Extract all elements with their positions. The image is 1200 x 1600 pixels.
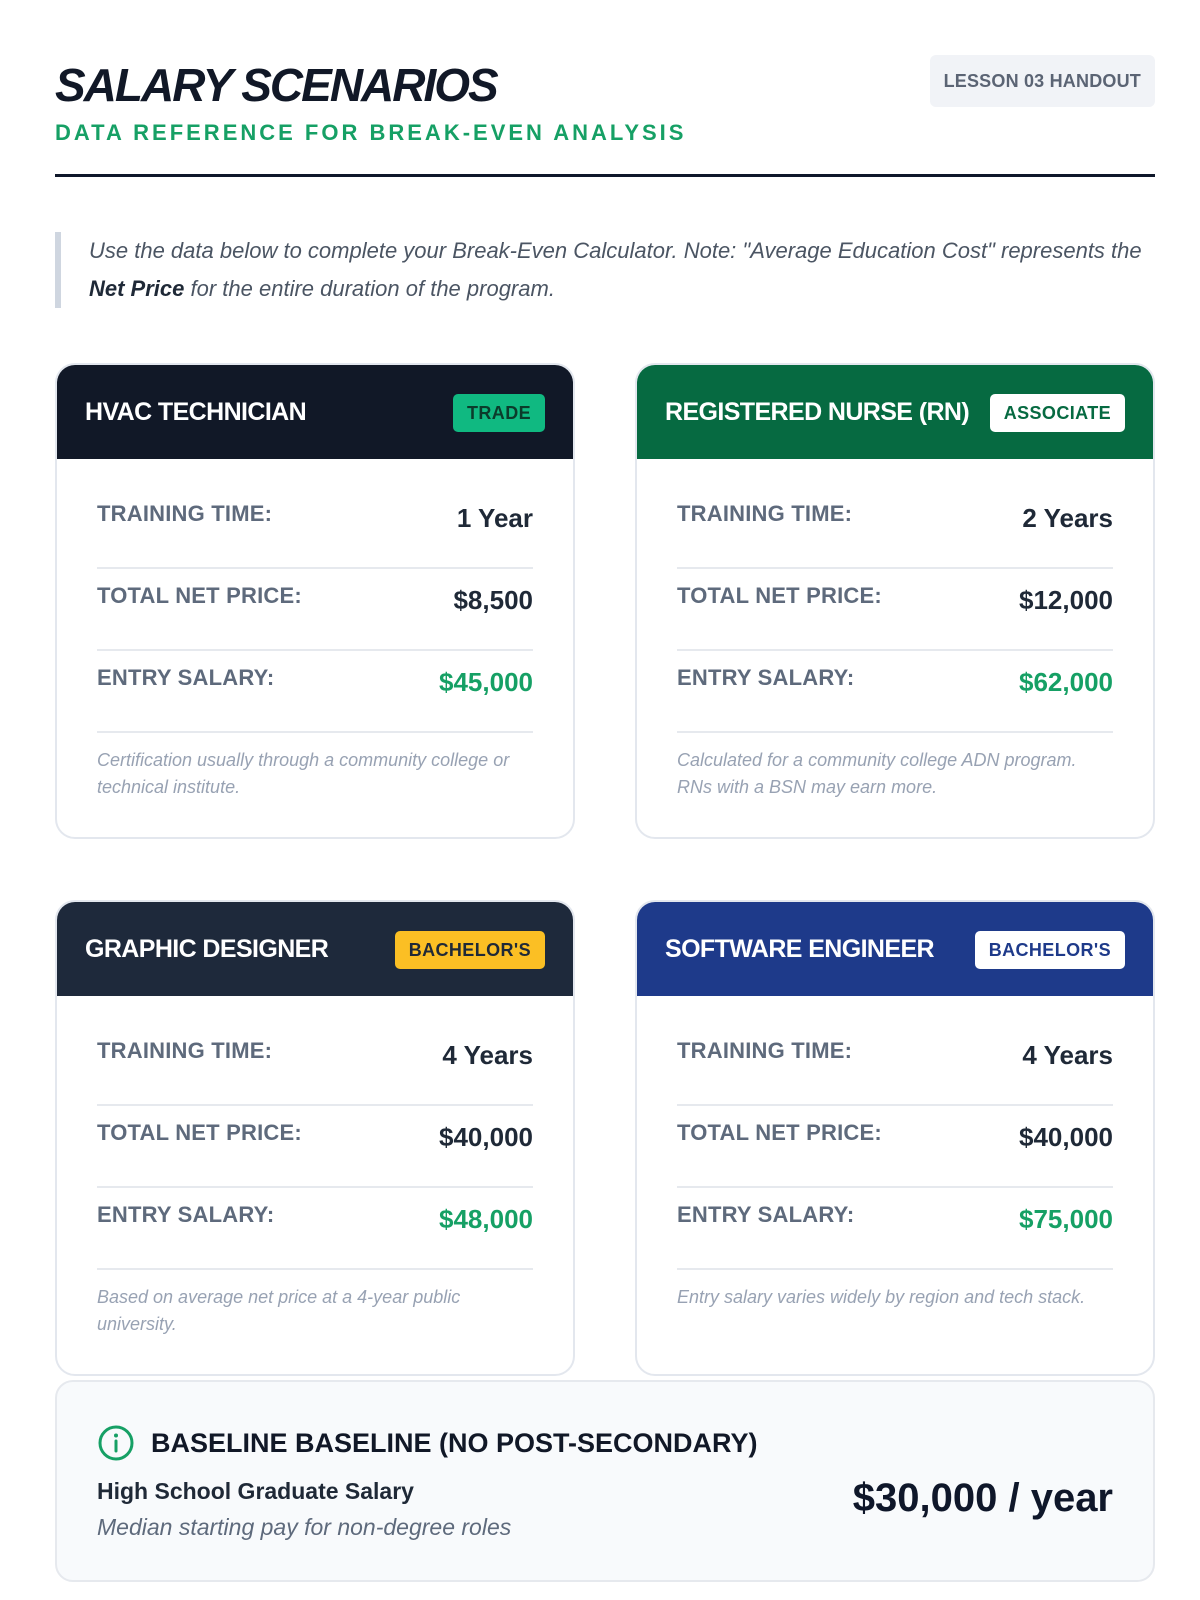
training-time-row bbox=[97, 487, 533, 569]
intro-note bbox=[55, 232, 1155, 308]
credential-badge: ASSOCIATE bbox=[990, 394, 1125, 432]
info-icon bbox=[97, 1424, 135, 1462]
net-price-value: $40,000 bbox=[1019, 1122, 1113, 1152]
entry-salary-value: $62,000 bbox=[1019, 667, 1113, 697]
baseline-heading: BASELINE BASELINE (NO POST-SECONDARY) bbox=[151, 1428, 758, 1458]
training-time-label: TRAINING TIME: bbox=[97, 501, 273, 526]
net-price-row bbox=[97, 1106, 533, 1188]
entry-salary-row bbox=[677, 651, 1113, 733]
intro-text-start: Use the data below to complete your Break-Even Calculator. Note: "Average Education Cost" represents the bbox=[89, 238, 1142, 263]
training-time-label: TRAINING TIME: bbox=[677, 1038, 853, 1063]
card-note: Entry salary varies widely by region and tech stack. bbox=[677, 1287, 1086, 1307]
intro-text-end: for the entire duration of the program. bbox=[184, 276, 555, 301]
training-time-label: TRAINING TIME: bbox=[677, 501, 853, 526]
entry-salary-row bbox=[97, 651, 533, 733]
credential-badge: BACHELOR'S bbox=[395, 931, 545, 969]
card-rows bbox=[97, 487, 533, 733]
net-price-label: TOTAL NET PRICE: bbox=[97, 583, 302, 608]
training-time-row bbox=[97, 1024, 533, 1106]
training-time-value: 4 Years bbox=[442, 1040, 533, 1070]
entry-salary-label: ENTRY SALARY: bbox=[677, 1202, 855, 1227]
entry-salary-label: ENTRY SALARY: bbox=[97, 665, 275, 690]
baseline-salary-value: $30,000 / year bbox=[852, 1476, 1113, 1520]
card-header bbox=[637, 365, 1153, 459]
entry-salary-label: ENTRY SALARY: bbox=[97, 1202, 275, 1227]
card-rows bbox=[677, 1024, 1113, 1270]
training-time-value: 4 Years bbox=[1022, 1040, 1113, 1070]
training-time-label: TRAINING TIME: bbox=[97, 1038, 273, 1063]
training-time-row bbox=[677, 487, 1113, 569]
net-price-value: $12,000 bbox=[1019, 585, 1113, 615]
entry-salary-value: $75,000 bbox=[1019, 1204, 1113, 1234]
card-title: GRAPHIC DESIGNER bbox=[85, 935, 329, 963]
scenario-card-nurse bbox=[635, 363, 1155, 839]
net-price-value: $8,500 bbox=[453, 585, 533, 615]
card-title: HVAC TECHNICIAN bbox=[85, 398, 307, 426]
entry-salary-row bbox=[97, 1188, 533, 1270]
entry-salary-label: ENTRY SALARY: bbox=[677, 665, 855, 690]
lesson-tag: LESSON 03 HANDOUT bbox=[930, 55, 1155, 107]
training-time-row bbox=[677, 1024, 1113, 1106]
net-price-label: TOTAL NET PRICE: bbox=[97, 1120, 302, 1145]
intro-text-bold: Net Price bbox=[89, 276, 185, 301]
baseline-description: Median starting pay for non-degree roles bbox=[97, 1514, 512, 1540]
card-rows bbox=[97, 1024, 533, 1270]
training-time-value: 1 Year bbox=[456, 503, 533, 533]
card-rows bbox=[677, 487, 1113, 733]
credential-badge: BACHELOR'S bbox=[975, 931, 1125, 969]
card-header bbox=[57, 902, 573, 996]
entry-salary-row bbox=[677, 1188, 1113, 1270]
baseline-panel bbox=[55, 1380, 1155, 1582]
card-title: REGISTERED NURSE (RN) bbox=[665, 398, 970, 426]
net-price-row bbox=[677, 569, 1113, 651]
scenario-card-software bbox=[635, 900, 1155, 1376]
card-header bbox=[57, 365, 573, 459]
handout-page bbox=[55, 0, 1155, 1600]
net-price-row bbox=[677, 1106, 1113, 1188]
card-note: Calculated for a community college ADN program. RNs with a BSN may earn more. bbox=[677, 750, 1077, 797]
page-title: SALARY SCENARIOS bbox=[55, 59, 497, 111]
scenario-card-hvac bbox=[55, 363, 575, 839]
card-header bbox=[637, 902, 1153, 996]
card-note: Certification usually through a community college or technical institute. bbox=[97, 750, 510, 797]
entry-salary-value: $48,000 bbox=[439, 1204, 533, 1234]
net-price-label: TOTAL NET PRICE: bbox=[677, 1120, 882, 1145]
scenario-card-designer bbox=[55, 900, 575, 1376]
card-title: SOFTWARE ENGINEER bbox=[665, 935, 934, 963]
credential-badge: TRADE bbox=[453, 394, 545, 432]
baseline-subheading: High School Graduate Salary bbox=[97, 1478, 414, 1504]
net-price-label: TOTAL NET PRICE: bbox=[677, 583, 882, 608]
net-price-value: $40,000 bbox=[439, 1122, 533, 1152]
page-header bbox=[55, 55, 1155, 177]
net-price-row bbox=[97, 569, 533, 651]
card-note: Based on average net price at a 4-year public university. bbox=[97, 1287, 461, 1334]
entry-salary-value: $45,000 bbox=[439, 667, 533, 697]
page-subtitle: DATA REFERENCE FOR BREAK-EVEN ANALYSIS bbox=[55, 120, 687, 145]
training-time-value: 2 Years bbox=[1022, 503, 1113, 533]
